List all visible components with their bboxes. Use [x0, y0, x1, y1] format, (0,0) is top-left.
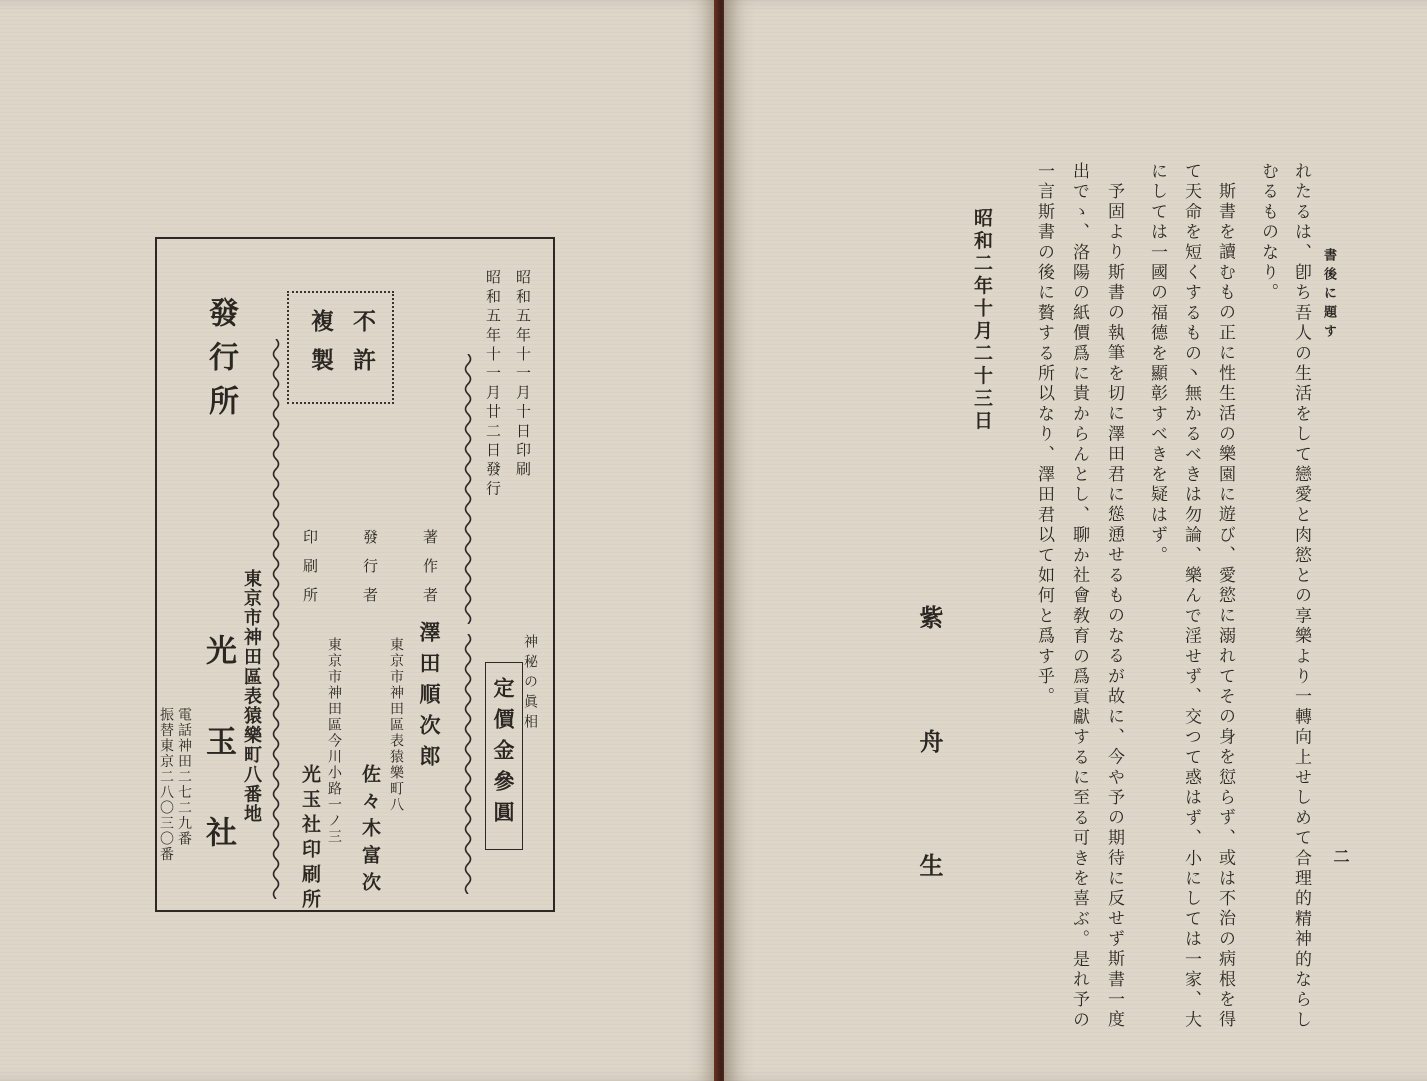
body-line: 出でゝ、洛陽の紙價爲に貴からんとし、聊か社會敎育の爲貢獻するに至る可きを喜ぶ。是れ予の [1069, 162, 1089, 1031]
page-number: 二 [1331, 848, 1350, 864]
body-line: て天命を短くするもの丶無かるべきは勿論、樂んで淫せず、交つて惑はず、小にしては一家、大 [1181, 162, 1201, 1031]
author-signature: 紫舟生 [915, 605, 944, 977]
book-title: 神秘の眞相 [522, 634, 538, 734]
wavy-divider-issuer [270, 339, 280, 899]
body-line: にしては一國の福德を顯彰すべきを疑はず。 [1147, 162, 1167, 566]
publish-date: 昭和五年十一月廿二日發行 [484, 269, 502, 500]
publisher-label: 發行者 [361, 529, 379, 616]
body-line: 予固より斯書の執筆を切に澤田君に慫慂せるものなるが故に、今や予の期待に反せず斯書一度 [1104, 182, 1124, 1031]
price-box [485, 662, 523, 850]
price-text: 定價金參圓 [491, 677, 516, 832]
body-line: れたるは、卽ち吾人の生活をして戀愛と肉慾との享樂より一轉向上せしめて合理的精神的ならし [1291, 162, 1311, 1031]
author-label: 著作者 [421, 529, 439, 616]
body-line: 一言斯書の後に贅する所以なり、澤田君以て如何と爲す乎。 [1034, 162, 1054, 708]
issuer-address: 東京市神田區表猿樂町八番地 [241, 569, 262, 824]
issuer-name: 光玉社 [200, 634, 236, 907]
wavy-divider-upper [462, 354, 472, 624]
wavy-divider-lower [462, 634, 472, 894]
publisher-address: 東京市神田區表猿樂町八 [388, 637, 404, 813]
body-line: むるものなり。 [1258, 162, 1278, 304]
issuer-transfer-account: 振替東京二八〇三〇番 [158, 707, 174, 862]
body-line: 斯書を讀むもの正に性生活の樂園に遊び、愛慾に溺れてその身を愆らず、或は不治の病根を得 [1215, 182, 1235, 1031]
printer-label: 印刷所 [301, 529, 319, 616]
issuer-label: 發行所 [203, 297, 238, 429]
right-page [724, 0, 1427, 1081]
no-reproduction-stamp [287, 291, 394, 404]
stamp-col2: 複製 [307, 309, 334, 387]
print-date: 昭和五年十一月十日印刷 [514, 269, 532, 481]
issuer-phone: 電話神田二七二九番 [176, 707, 192, 847]
afterword-date: 昭和二年十月二十三日 [971, 208, 993, 433]
author-name: 澤田順次郎 [417, 621, 442, 776]
printer-name: 光玉社印刷所 [299, 764, 321, 914]
publisher-name: 佐々木富次 [359, 764, 381, 899]
colophon-box [155, 237, 555, 912]
afterword-heading: 書後に題す [1321, 248, 1336, 343]
stamp-col1: 不許 [349, 309, 376, 387]
printer-address: 東京市神田區今川小路一ノ三 [326, 637, 342, 845]
